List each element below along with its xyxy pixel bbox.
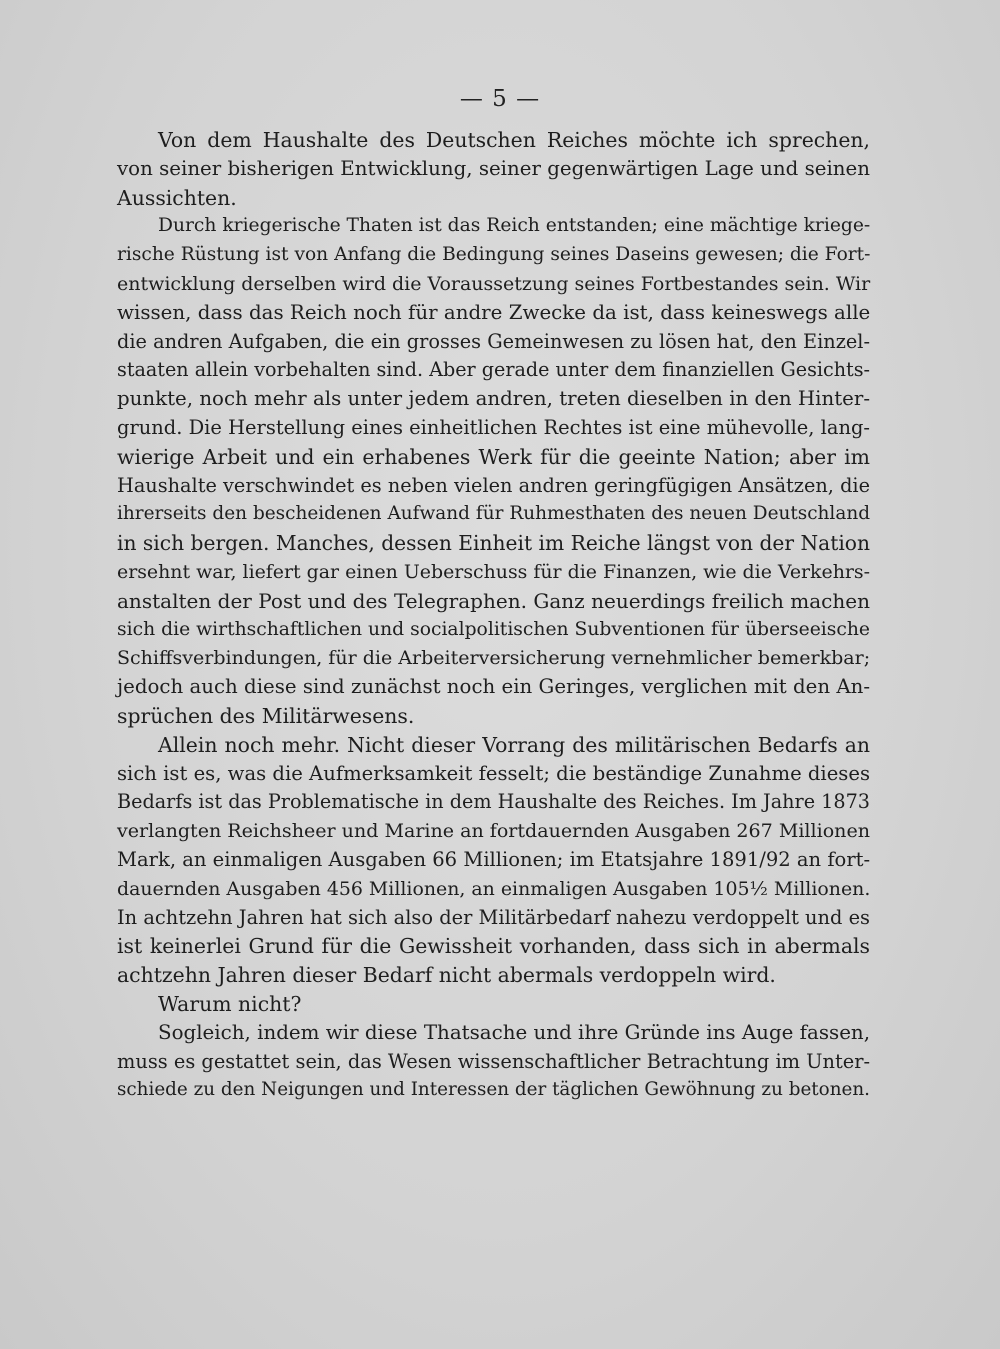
paragraph <box>117 1019 870 1105</box>
text-line: verlangten Reichsheer und Marine an fortdauernden Ausgaben 267 Millionen <box>117 820 870 843</box>
text-line: dauernden Ausgaben 456 Millionen, an einmaligen Ausgaben 105½ Millionen. <box>117 877 871 900</box>
text-line: Bedarfs ist das Problematische in dem Haushalte des Reiches. Im Jahre 1873 <box>117 790 870 814</box>
text-line: Mark, an einmaligen Ausgaben 66 Millionen; im Etatsjahre 1891/92 an fort- <box>117 847 871 871</box>
text-line: sprüchen des Militärwesens. <box>117 703 415 728</box>
text-line: Schiffsverbindungen, für die Arbeiterversicherung vernehmlicher bemerkbar; <box>117 647 871 670</box>
paragraph <box>117 731 870 990</box>
paragraph <box>117 990 870 1019</box>
text-line: staaten allein vorbehalten sind. Aber gerade unter dem finanziellen Gesichts- <box>117 358 870 382</box>
text-line: Sogleich, indem wir diese Thatsache und ihre Gründe ins Auge fassen, <box>158 1020 871 1044</box>
paragraph <box>117 212 870 730</box>
text-line: achtzehn Jahren dieser Bedarf nicht abermals verdoppeln wird. <box>117 963 776 988</box>
text-line: entwicklung derselben wird die Voraussetzung seines Fortbestandes sein. Wir <box>117 272 871 295</box>
text-line: grund. Die Herstellung eines einheitlichen Rechtes ist eine mühevolle, lang- <box>117 415 870 439</box>
text-line: Allein noch mehr. Nicht dieser Vorrang des militärischen Bedarfs an <box>158 732 870 757</box>
text-line: Durch kriegerische Thaten ist das Reich entstanden; eine mächtige kriege- <box>158 215 871 237</box>
text-line: rische Rüstung ist von Anfang die Bedingung seines Daseins gewesen; die Fort- <box>117 244 871 266</box>
text-line: ihrerseits den bescheidenen Aufwand für Ruhmesthaten des neuen Deutschland <box>117 503 870 525</box>
page-number: — 5 — <box>459 86 541 112</box>
text-line: wissen, dass das Reich noch für andre Zwecke da ist, dass keineswegs alle <box>117 300 871 324</box>
text-line: die andren Aufgaben, die ein grosses Gemeinwesen zu lösen hat, den Einzel- <box>117 329 870 353</box>
text-line: punkte, noch mehr als unter jedem andren, treten dieselben in den Hinter- <box>117 387 870 411</box>
text-line: Warum nicht? <box>158 991 302 1016</box>
text-line: muss es gestattet sein, das Wesen wissenschaftlicher Betrachtung im Unter- <box>117 1049 870 1073</box>
text-line: In achtzehn Jahren hat sich also der Militärbedarf nahezu verdoppelt und es <box>117 905 870 929</box>
text-line: von seiner bisherigen Entwicklung, seiner gegenwärtigen Lage und seinen <box>117 156 870 180</box>
text-line: Haushalte verschwindet es neben vielen andren geringfügigen Ansätzen, die <box>117 473 870 497</box>
body-text <box>117 126 870 1105</box>
text-line: schiede zu den Neigungen und Interessen der täglichen Gewöhnung zu betonen. <box>117 1079 870 1101</box>
text-line: Aussichten. <box>117 185 237 210</box>
text-line: in sich bergen. Manches, dessen Einheit im Reiche längst von der Nation <box>117 531 870 556</box>
text-line: sich die wirthschaftlichen und socialpolitischen Subventionen für überseeische <box>117 618 870 640</box>
text-line: Von dem Haushalte des Deutschen Reiches möchte ich sprechen, <box>158 128 870 152</box>
text-line: ist keinerlei Grund für die Gewissheit vorhanden, dass sich in abermals <box>117 934 870 959</box>
text-line: anstalten der Post und des Telegraphen. Ganz neuerdings freilich machen <box>117 588 870 613</box>
text-line: ersehnt war, liefert gar einen Ueberschuss für die Finanzen, wie die Verkehrs- <box>117 560 870 583</box>
text-line: sich ist es, was die Aufmerksamkeit fesselt; die beständige Zunahme dieses <box>117 761 871 785</box>
text-line: wierige Arbeit und ein erhabenes Werk für die geeinte Nation; aber im <box>117 444 870 469</box>
text-line: jedoch auch diese sind zunächst noch ein Geringes, verglichen mit den An- <box>117 675 871 699</box>
paragraph <box>117 126 870 212</box>
